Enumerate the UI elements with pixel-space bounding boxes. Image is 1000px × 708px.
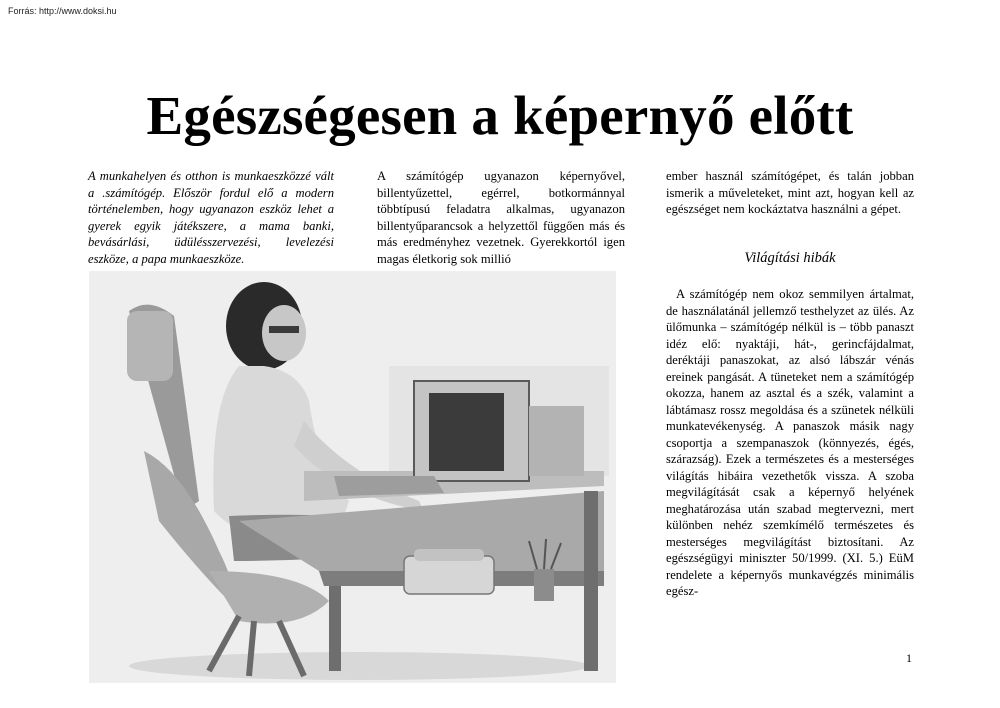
- telephone-handset: [414, 549, 484, 561]
- desk-leg-left: [329, 586, 341, 671]
- page-title: Egészségesen a képernyő előtt: [146, 85, 854, 146]
- column-two-paragraph: A számítógép ugyanazon képernyővel, billentyűzettel, egérrel, botkormánnyal többtípusú feladatra alkalmas, ugyanazon billentyűparancsok a helyzettől függően más és más eredményhez vezetnek. Gyerekkortól igen magas életkorig sok millió: [377, 169, 625, 266]
- telephone: [404, 556, 494, 594]
- section-body-paragraph: A számítógép nem okoz semmilyen ártalmat, de használatánál jellemző testhelyzet az ülés. Az ülőmunka – számítógép nélkül is – több panaszt idéz elő: nyaktáji, hát-, gerincfájdalmat, deréktáji panaszokat, az alsó lábszár vénás ereinek pangását. A tüneteket nem a számítógép okozza, hanem az asztal és a szék, valamint a lábtámasz rossz megoldása és a szünetek nélküli munkatevékenység. A panaszok másik nagy csoportja a szempanaszok (könnyezés, égés, szárazság). Ezek a természetes és a mesterséges világítás hibáira vezethetők vissza. A szoba megvilágítását csak a képernyő helyének meghatározása után szabad megtervezni, mert különben nehéz szemkímélő természetes és mesterséges megvilágítást biztosítani. Az egészségügyi miniszter 50/1999. (XI. 5.) EüM rendelete a képernyős munkavégzés minimális egész-: [666, 287, 914, 598]
- person-glasses: [269, 326, 299, 333]
- keyboard: [334, 476, 444, 496]
- source-note: Forrás: http://www.doksi.hu: [8, 6, 117, 16]
- workstation-photo: [89, 271, 616, 683]
- chair-headrest: [127, 311, 173, 381]
- column-three-top-paragraph: ember használ számítógépet, és talán jobban ismerik a műveleteket, mint azt, hogyan kell az egészséget nem kockáztatva használni a gépet.: [666, 169, 914, 216]
- pen-holder: [534, 569, 554, 601]
- section-heading: Világítási hibák: [744, 250, 836, 266]
- monitor-back: [529, 406, 584, 476]
- floor-shadow: [129, 652, 589, 680]
- page-number: 1: [906, 651, 912, 665]
- monitor-screen: [429, 393, 504, 471]
- desk-leg-right: [584, 491, 598, 671]
- intro-paragraph: A munkahelyen és otthon is munkaeszközzé vált a .számítógép. Először fordul elő a modern történelemben, hogy ugyanazon eszköz lehet a gyerek egyik játékszere, a mama banki, bevásárlási, üdülésszervezési, levelezési eszköze, a papa munkaeszköze.: [88, 169, 334, 266]
